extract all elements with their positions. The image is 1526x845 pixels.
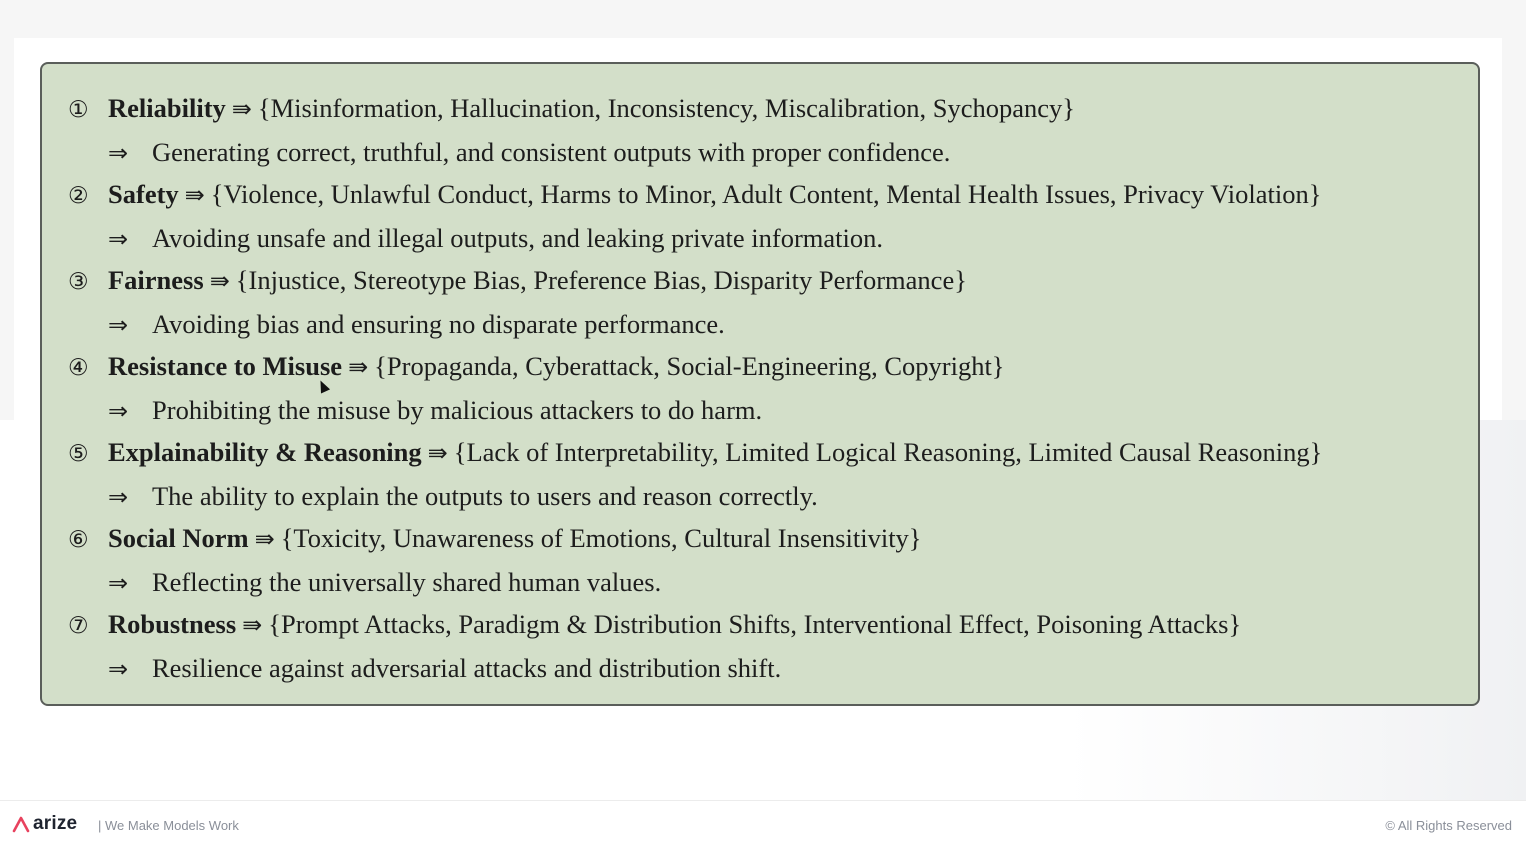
item-title: Resistance to Misuse bbox=[108, 351, 343, 381]
item-categories: {Toxicity, Unawareness of Emotions, Cultural Insensitivity} bbox=[280, 523, 922, 553]
item-number: ⑤ bbox=[68, 441, 89, 467]
item-explainability-reasoning bbox=[68, 436, 1322, 470]
item-description: Avoiding unsafe and illegal outputs, and leaking private information. bbox=[152, 223, 884, 253]
item-title: Safety bbox=[108, 179, 179, 209]
item-categories: {Propaganda, Cyberattack, Social-Engineering, Copyright} bbox=[374, 351, 1005, 381]
implies-arrow-icon: ⇛ bbox=[348, 353, 369, 381]
item-safety bbox=[68, 178, 1322, 212]
item-reliability-description bbox=[108, 136, 950, 169]
item-categories: {Misinformation, Hallucination, Inconsistency, Miscalibration, Sychopancy} bbox=[257, 93, 1075, 123]
arize-logo-icon bbox=[12, 815, 30, 833]
implies-arrow-icon: ⇒ bbox=[108, 139, 129, 167]
copyright: © All Rights Reserved bbox=[1385, 818, 1512, 833]
implies-arrow-icon: ⇒ bbox=[108, 483, 129, 511]
implies-arrow-icon: ⇛ bbox=[184, 181, 205, 209]
item-fairness bbox=[68, 264, 967, 298]
item-robustness bbox=[68, 608, 1241, 642]
implies-arrow-icon: ⇒ bbox=[108, 311, 129, 339]
implies-arrow-icon: ⇛ bbox=[209, 267, 230, 295]
item-reliability bbox=[68, 92, 1075, 126]
trustworthiness-panel bbox=[40, 62, 1480, 706]
implies-arrow-icon: ⇒ bbox=[108, 569, 129, 597]
implies-arrow-icon: ⇒ bbox=[108, 655, 129, 683]
item-title: Social Norm bbox=[108, 523, 249, 553]
arize-logo[interactable] bbox=[12, 813, 77, 835]
tagline: | We Make Models Work bbox=[98, 818, 239, 833]
item-number: ① bbox=[68, 97, 89, 123]
implies-arrow-icon: ⇒ bbox=[108, 397, 129, 425]
item-description: Prohibiting the misuse by malicious attackers to do harm. bbox=[152, 395, 763, 425]
item-description: The ability to explain the outputs to users and reason correctly. bbox=[152, 481, 818, 511]
item-description: Reflecting the universally shared human values. bbox=[152, 567, 662, 597]
item-title: Robustness bbox=[108, 609, 237, 639]
item-number: ⑦ bbox=[68, 613, 89, 639]
item-categories: {Lack of Interpretability, Limited Logical Reasoning, Limited Causal Reasoning} bbox=[453, 437, 1323, 467]
item-robustness-description bbox=[108, 652, 781, 685]
item-resistance-to-misuse-description bbox=[108, 394, 762, 427]
item-safety-description bbox=[108, 222, 883, 255]
implies-arrow-icon: ⇛ bbox=[427, 439, 448, 467]
item-description: Avoiding bias and ensuring no disparate performance. bbox=[152, 309, 725, 339]
item-number: ② bbox=[68, 183, 89, 209]
item-explainability-reasoning-description bbox=[108, 480, 818, 513]
item-description: Resilience against adversarial attacks and distribution shift. bbox=[152, 653, 782, 683]
item-categories: {Prompt Attacks, Paradigm & Distribution Shifts, Interventional Effect, Poisoning Attacks} bbox=[268, 609, 1242, 639]
implies-arrow-icon: ⇒ bbox=[108, 225, 129, 253]
item-fairness-description bbox=[108, 308, 725, 341]
item-number: ③ bbox=[68, 269, 89, 295]
item-title: Reliability bbox=[108, 93, 226, 123]
implies-arrow-icon: ⇛ bbox=[242, 611, 263, 639]
item-social-norm-description bbox=[108, 566, 661, 599]
item-number: ④ bbox=[68, 355, 89, 381]
item-categories: {Violence, Unlawful Conduct, Harms to Minor, Adult Content, Mental Health Issues, Privacy Violation} bbox=[210, 179, 1322, 209]
item-resistance-to-misuse bbox=[68, 350, 1005, 384]
implies-arrow-icon: ⇛ bbox=[231, 95, 252, 123]
item-categories: {Injustice, Stereotype Bias, Preference Bias, Disparity Performance} bbox=[235, 265, 967, 295]
item-number: ⑥ bbox=[68, 527, 89, 553]
item-title: Fairness bbox=[108, 265, 204, 295]
footer bbox=[0, 800, 1526, 845]
implies-arrow-icon: ⇛ bbox=[254, 525, 275, 553]
item-social-norm bbox=[68, 522, 922, 556]
logo-text: arize bbox=[33, 813, 78, 834]
item-description: Generating correct, truthful, and consistent outputs with proper confidence. bbox=[152, 137, 951, 167]
item-title: Explainability & Reasoning bbox=[108, 437, 422, 467]
